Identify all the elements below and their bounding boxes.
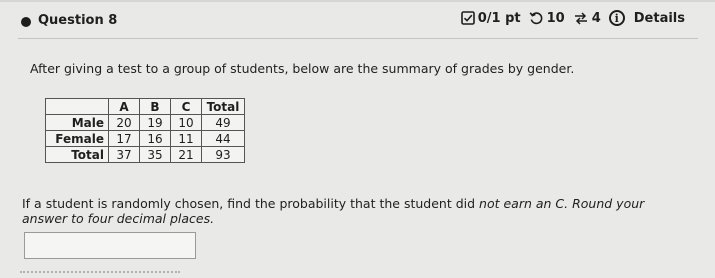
bottom-divider	[20, 271, 180, 277]
score-text: 0/1 pt	[477, 10, 521, 26]
attempts-count: 4	[591, 10, 601, 26]
table-row-label: Female	[46, 131, 109, 147]
score-indicator	[461, 11, 521, 26]
table-cell: 49	[202, 115, 245, 131]
table-row-label: Male	[46, 115, 109, 131]
attempts-indicator	[573, 11, 601, 26]
table-cell: 21	[171, 147, 202, 163]
table-cell: 16	[140, 131, 171, 147]
question-header	[0, 4, 715, 38]
table-header-row	[46, 99, 245, 115]
table-cell: 93	[202, 147, 245, 163]
table-cell: 17	[109, 131, 140, 147]
table-cell: 35	[140, 147, 171, 163]
table-row	[46, 131, 245, 147]
table-cell: 20	[109, 115, 140, 131]
question-text-emphasis: not earn an C. Round your answer to four decimal places.	[22, 196, 645, 226]
table-cell: 11	[171, 131, 202, 147]
question-title: Question 8	[38, 13, 118, 28]
question-status-dot-icon	[21, 17, 31, 27]
attempts-icon	[573, 11, 589, 26]
info-icon: i	[609, 10, 625, 26]
retries-indicator	[529, 11, 565, 26]
details-label[interactable]: Details	[633, 10, 685, 26]
retries-count: 10	[546, 10, 565, 26]
table-cell: 44	[202, 131, 245, 147]
table-header-cell: B	[140, 99, 171, 115]
table-header-cell: C	[171, 99, 202, 115]
question-meta	[461, 10, 685, 26]
details-link[interactable]	[609, 10, 685, 26]
checkbox-icon	[461, 11, 475, 25]
question-text-part: If a student is randomly chosen, find the probability that the student did	[22, 196, 480, 211]
top-border	[0, 0, 715, 2]
table-row	[46, 147, 245, 163]
table-row	[46, 115, 245, 131]
header-divider	[18, 38, 698, 39]
answer-input[interactable]	[24, 232, 196, 259]
table-row-label: Total	[46, 147, 109, 163]
table-cell: 10	[171, 115, 202, 131]
table-header-cell	[46, 99, 109, 115]
table-cell: 37	[109, 147, 140, 163]
table-header-cell: Total	[202, 99, 245, 115]
question-text	[22, 196, 692, 226]
question-prompt: After giving a test to a group of students, below are the summary of grades by gender.	[30, 61, 575, 76]
retry-icon	[529, 11, 544, 26]
table-header-cell: A	[109, 99, 140, 115]
table-cell: 19	[140, 115, 171, 131]
grades-table	[45, 98, 245, 163]
